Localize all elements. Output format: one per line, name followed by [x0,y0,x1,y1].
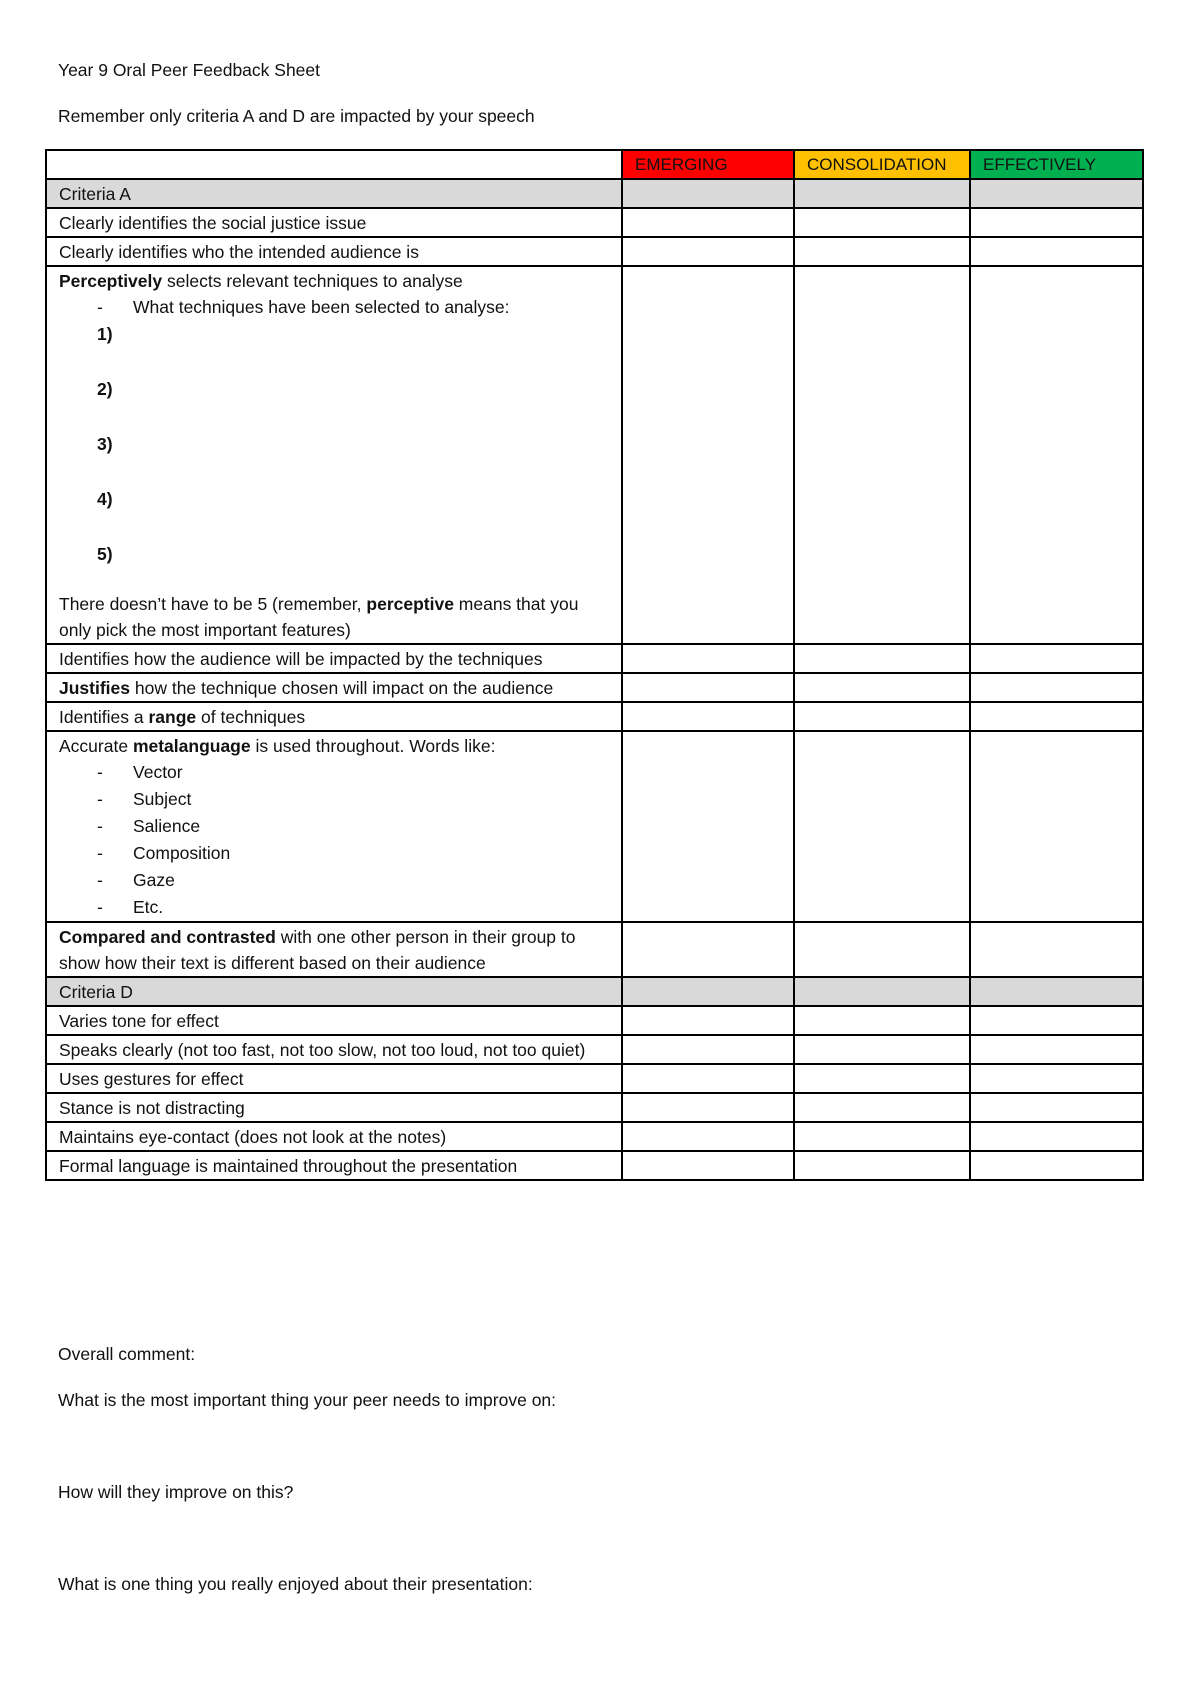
criterion-text: Identifies how the audience will be impacted by the techniques [46,644,622,673]
section-heading: Criteria A [46,179,622,208]
list-item: - Composition [97,840,609,867]
page-title: Year 9 Oral Peer Feedback Sheet [58,60,321,80]
answer-number[interactable]: 5) [97,544,113,564]
criterion-text [46,266,622,644]
list-item: - Subject [97,786,609,813]
criterion-row [46,644,1143,673]
answer-number[interactable]: 3) [97,434,113,454]
criterion-row [46,1122,1143,1151]
rating-cell[interactable] [622,644,794,673]
criterion-text: Varies tone for effect [46,1006,622,1035]
answer-number[interactable]: 4) [97,489,113,509]
level-consolidation: CONSOLIDATION [794,150,970,179]
rating-cell[interactable] [622,1122,794,1151]
rating-cell[interactable] [970,977,1143,1006]
rating-cell[interactable] [622,179,794,208]
criterion-text [46,922,622,977]
list-item: - Salience [97,813,609,840]
rating-cell[interactable] [970,644,1143,673]
rating-cell[interactable] [794,179,970,208]
criterion-rest: selects relevant techniques to analyse [162,271,463,291]
criterion-rest: how the technique chosen will impact on the audience [130,678,554,698]
list-item: - Etc. [97,894,609,921]
criterion-text: Speaks clearly (not too fast, not too slow, not too loud, not too quiet) [46,1035,622,1064]
rating-cell[interactable] [970,1006,1143,1035]
bold-term: Justifies [59,678,130,698]
rating-cell[interactable] [794,673,970,702]
rating-cell[interactable] [622,208,794,237]
bold-term: Perceptively [59,271,163,291]
rating-cell[interactable] [794,1151,970,1180]
criterion-text: Formal language is maintained throughout the presentation [46,1151,622,1180]
rating-cell[interactable] [622,1151,794,1180]
rating-cell[interactable] [794,1093,970,1122]
note-text [59,591,609,643]
list-item: - What techniques have been selected to analyse: [97,294,609,321]
criterion-text: Uses gestures for effect [46,1064,622,1093]
rating-cell[interactable] [622,1006,794,1035]
criterion-part: is used throughout. Words like: [250,736,496,756]
rating-cell[interactable] [970,1035,1143,1064]
enjoyed-question: What is one thing you really enjoyed about their presentation: [58,1574,533,1594]
criterion-row [46,702,1143,731]
criterion-part: Identifies a [59,707,149,727]
criterion-text: Maintains eye-contact (does not look at the notes) [46,1122,622,1151]
rating-cell[interactable] [970,922,1143,977]
rating-cell[interactable] [794,1122,970,1151]
feedback-table [45,149,1144,1181]
rating-cell[interactable] [794,644,970,673]
note-part: There doesn’t have to be 5 (remember, [59,594,367,614]
section-heading: Criteria D [46,977,622,1006]
rating-cell[interactable] [970,208,1143,237]
rating-cell[interactable] [794,1064,970,1093]
criterion-text [46,731,622,922]
criterion-row [46,1151,1143,1180]
list-item: - Gaze [97,867,609,894]
rating-cell[interactable] [970,673,1143,702]
level-effectively: EFFECTIVELY [970,150,1143,179]
rating-cell[interactable] [970,1151,1143,1180]
rating-cell[interactable] [794,922,970,977]
criterion-row [46,1006,1143,1035]
rating-cell[interactable] [970,1122,1143,1151]
rating-cell[interactable] [622,1064,794,1093]
rating-cell[interactable] [794,1035,970,1064]
rating-cell[interactable] [794,1006,970,1035]
criterion-text [46,673,622,702]
rating-cell[interactable] [794,208,970,237]
level-emerging: EMERGING [622,150,794,179]
bold-term: metalanguage [132,736,251,756]
rating-cell[interactable] [794,731,970,922]
criterion-part: of techniques [196,707,306,727]
rating-cell[interactable] [794,266,970,644]
rating-cell[interactable] [622,922,794,977]
list-item: - Vector [97,759,609,786]
rating-cell[interactable] [622,977,794,1006]
criterion-row [46,237,1143,266]
how-improve-question: How will they improve on this? [58,1482,294,1502]
rating-cell[interactable] [794,237,970,266]
rating-cell[interactable] [622,673,794,702]
rating-cell[interactable] [622,237,794,266]
criterion-part: Accurate [59,736,133,756]
rating-cell[interactable] [622,702,794,731]
section-row-criteria-a [46,179,1143,208]
bold-term: Compared and contrasted [59,927,276,947]
bold-term: perceptive [366,594,454,614]
criterion-row [46,208,1143,237]
criterion-text [46,702,622,731]
criterion-row [46,922,1143,977]
overall-comment-label: Overall comment: [58,1344,196,1364]
rating-cell[interactable] [622,731,794,922]
criterion-row [46,1064,1143,1093]
criterion-row [46,1093,1143,1122]
answer-number[interactable]: 1) [97,324,113,344]
rating-cell[interactable] [622,266,794,644]
header-row [46,150,1143,179]
rating-cell[interactable] [970,237,1143,266]
blank-header-cell [46,150,622,179]
improve-question: What is the most important thing your peer needs to improve on: [58,1390,557,1410]
criterion-row [46,673,1143,702]
rating-cell[interactable] [794,977,970,1006]
rating-cell[interactable] [622,1093,794,1122]
rating-cell[interactable] [970,731,1143,922]
criterion-row [46,266,1143,644]
criterion-row [46,731,1143,922]
rating-cell[interactable] [970,266,1143,644]
section-row-criteria-d [46,977,1143,1006]
rating-cell[interactable] [794,702,970,731]
rating-cell[interactable] [622,1035,794,1064]
criterion-text: Clearly identifies the social justice issue [46,208,622,237]
rating-cell[interactable] [970,702,1143,731]
page-subtitle: Remember only criteria A and D are impacted by your speech [58,106,535,126]
criterion-text: Stance is not distracting [46,1093,622,1122]
criterion-row [46,1035,1143,1064]
note-part: means that you only pick the most important features) [59,594,579,640]
rating-cell[interactable] [970,1064,1143,1093]
criterion-text: Clearly identifies who the intended audience is [46,237,622,266]
bold-term: range [148,707,197,727]
rating-cell[interactable] [970,1093,1143,1122]
criterion-rest: with one other person in their group to show how their text is different based on their audience [59,927,576,973]
answer-number[interactable]: 2) [97,379,113,399]
rating-cell[interactable] [970,179,1143,208]
